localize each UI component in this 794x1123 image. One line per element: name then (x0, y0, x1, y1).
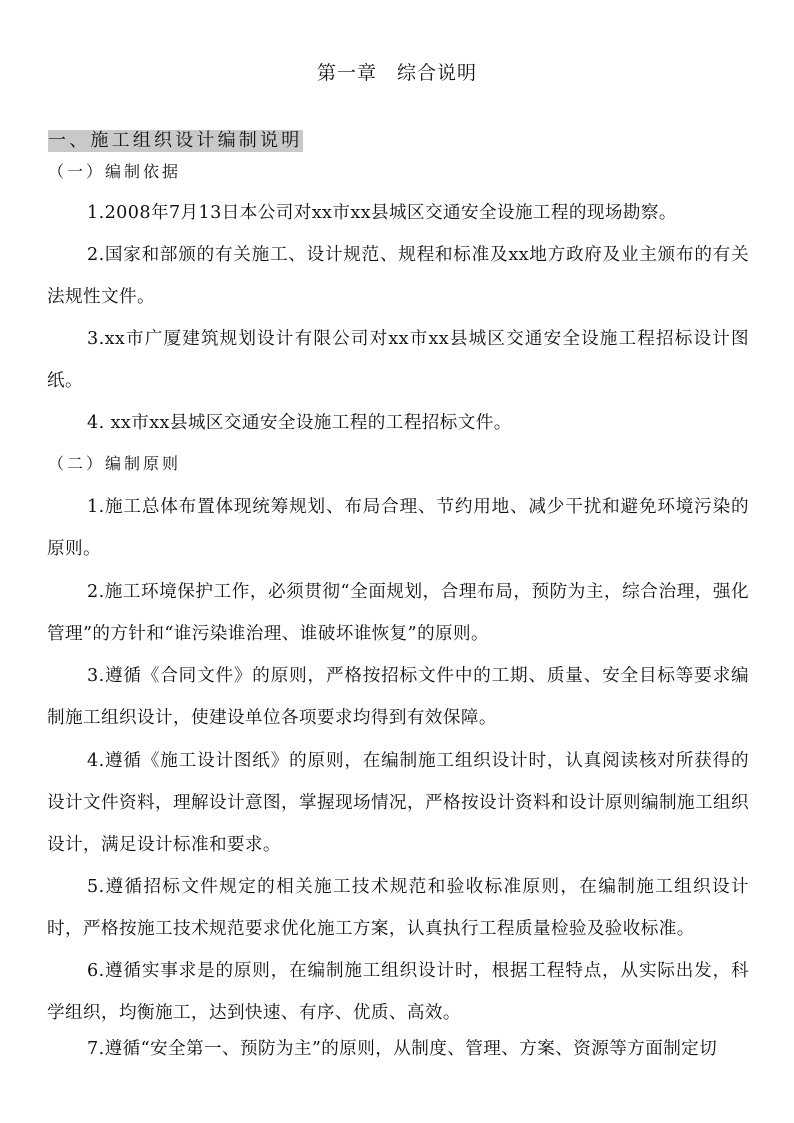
principle-item-7: 7.遵循“安全第一、预防为主”的原则，从制度、管理、方案、资源等方面制定切 (87, 1039, 718, 1059)
basis-item-4: 4. xx市xx县城区交通安全设施工程的工程招标文件。 (87, 413, 512, 433)
principle-item-1: 1.施工总体布置体现统筹规划、布局合理、节约用地、减少干扰和避免环境污染的原则。 (47, 497, 749, 559)
basis-item-3: 3.xx市广厦建筑规划设计有限公司对xx市xx县城区交通安全设施工程招标设计图纸。 (47, 329, 749, 391)
basis-item-1: 1.2008年7月13日本公司对xx市xx县城区交通安全设施工程的现场勘察。 (87, 203, 677, 223)
principle-item-5: 5.遵循招标文件规定的相关施工技术规范和验收标准原则，在编制施工组织设计时，严格按施工技术规范要求优化施工方案，认真执行工程质量检验及验收标准。 (47, 877, 749, 939)
section-heading-highlighted: 一、施工组织设计编制说明 (48, 130, 303, 151)
chapter-title: 第一章 综合说明 (316, 62, 477, 84)
principle-item-2: 2.施工环境保护工作，必须贯彻“全面规划，合理布局，预防为主，综合治理，强化管理”的方针和“谁污染谁治理、谁破坏谁恢复”的原则。 (47, 582, 749, 644)
subsection-heading-basis: （一）编制依据 (48, 162, 182, 181)
basis-item-2: 2.国家和部颁的有关施工、设计规范、规程和标准及xx地方政府及业主颁布的有关法规性文件。 (47, 245, 749, 307)
principle-item-3: 3.遵循《合同文件》的原则，严格按招标文件中的工期、质量、安全目标等要求编制施工组织设计，使建设单位各项要求均得到有效保障。 (47, 666, 749, 728)
principle-item-4: 4.遵循《施工设计图纸》的原则，在编制施工组织设计时，认真阅读核对所获得的设计文件资料，理解设计意图，掌握现场情况，严格按设计资料和设计原则编制施工组织设计，满足设计标准和要求。 (47, 751, 749, 855)
subsection-heading-principles: （二）编制原则 (48, 454, 182, 473)
principle-item-6: 6.遵循实事求是的原则，在编制施工组织设计时，根据工程特点，从实际出发，科学组织，均衡施工，达到快速、有序、优质、高效。 (47, 961, 749, 1023)
